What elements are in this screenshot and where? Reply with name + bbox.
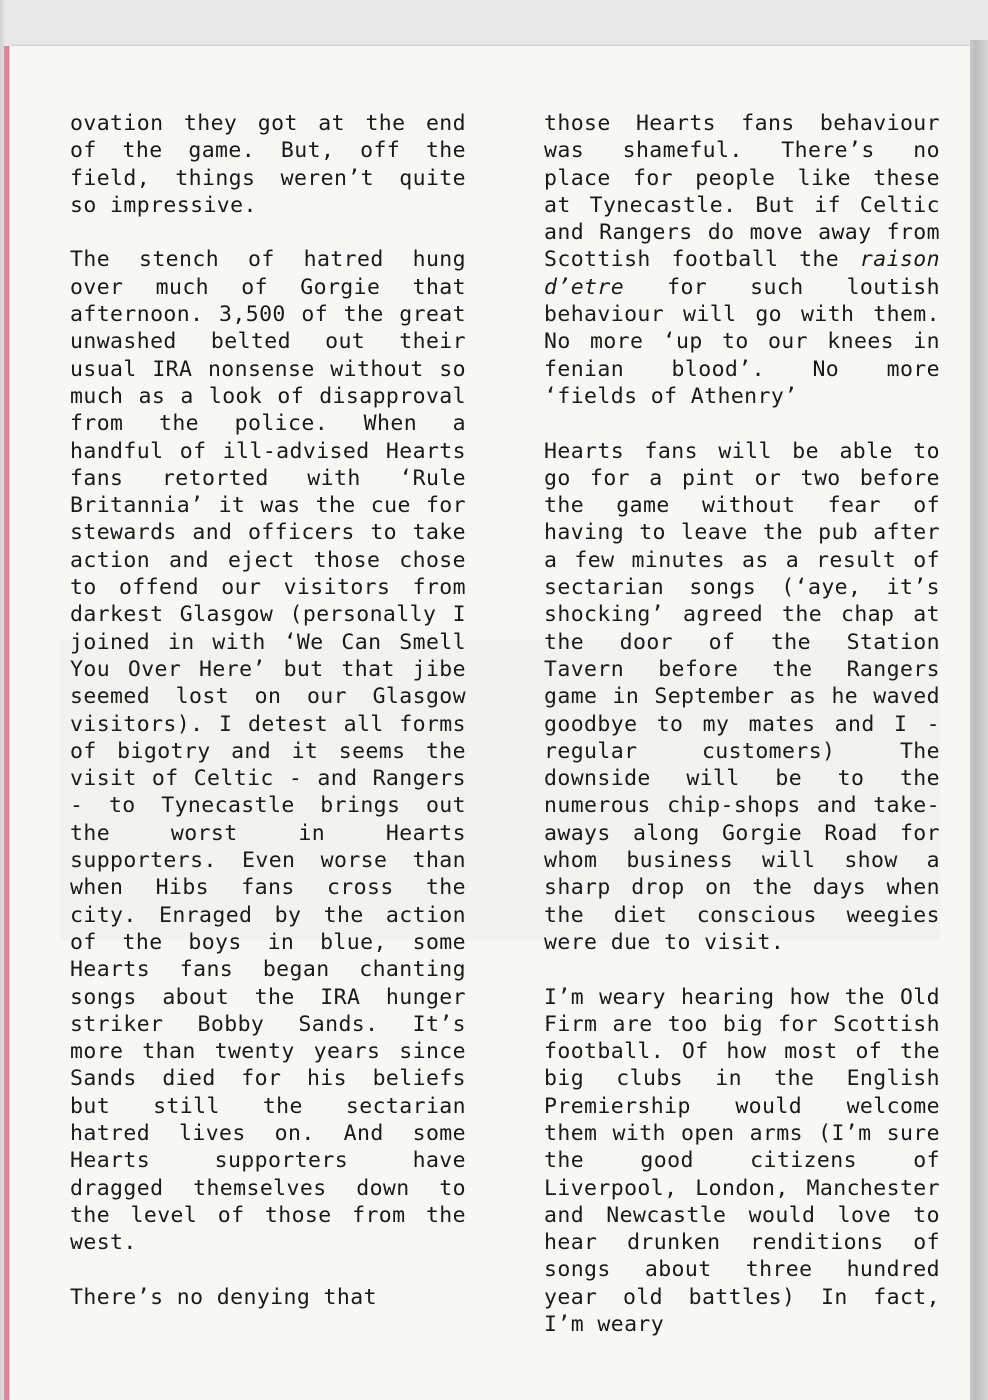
right-paragraph-2: Hearts fans will be able to go for a pint or two before the game without fear of having to leave the pub after a few minutes as a result of sectarian songs (‘aye, it’s shocking’ agreed the chap at the door of the Station Tavern before the Rangers game in September as he waved goodbye to my mates and I - regular customers) The downside will be to the numerous chip-shops and take-aways along Gorgie Road for whom business will show a sharp drop on the days when the diet conscious weegies were due to visit. [544, 438, 940, 955]
italic-phrase: raison d’etre [544, 247, 940, 300]
right-paragraph-1-text-a: those Hearts fans behaviour was shameful. There’s no place for people like these at Tynecastle. But if Celtic and Rangers do move away from Scottish football the [544, 111, 940, 273]
page-stack-edge [970, 40, 988, 1400]
left-column [70, 110, 466, 1311]
right-paragraph-1-text-b: for such loutish behaviour will go with them. No more ‘up to our knees in fenian blood’. No more ‘fields of Athenry’ [544, 274, 940, 409]
right-column [544, 110, 940, 1338]
right-paragraph-1 [544, 110, 940, 410]
right-paragraph-3: I’m weary hearing how the Old Firm are too big for Scottish football. Of how most of the big clubs in the English Premiership would welcome them with open arms (I’m sure the good citizens of Liverpool, London, Manchester and Newcastle would love to hear drunken renditions of songs about three hundred year old battles) In fact, I’m weary [544, 984, 940, 1338]
binding-edge [4, 46, 9, 1400]
left-paragraph-3: There’s no denying that [70, 1284, 377, 1310]
left-paragraph-2: The stench of hatred hung over much of Gorgie that afternoon. 3,500 of the great unwashed belted out their usual IRA nonsense without so much as a look of disapproval from the police. When a handful of ill-advised Hearts fans retorted with ‘Rule Britannia’ it was the cue for stewards and officers to take action and eject those chose to offend our visitors from darkest Glasgow (personally I joined in with ‘We Can Smell You Over Here’ but that jibe seemed lost on our Glasgow visitors). I detest all forms of bigotry and it seems the visit of Celtic - and Rangers - to Tynecastle brings out the worst in Hearts supporters. Even worse than when Hibs fans cross the city. Enraged by the action of the boys in blue, some Hearts fans began chanting songs about the IRA hunger striker Bobby Sands. It’s more than twenty years since Sands died for his beliefs but still the sectarian hatred lives on. And some Hearts supporters have dragged themselves down to the level of those from the west. [70, 247, 466, 1256]
left-paragraph-1: ovation they got at the end of the game. But, off the field, things weren’t quite so impressive. [70, 111, 466, 218]
